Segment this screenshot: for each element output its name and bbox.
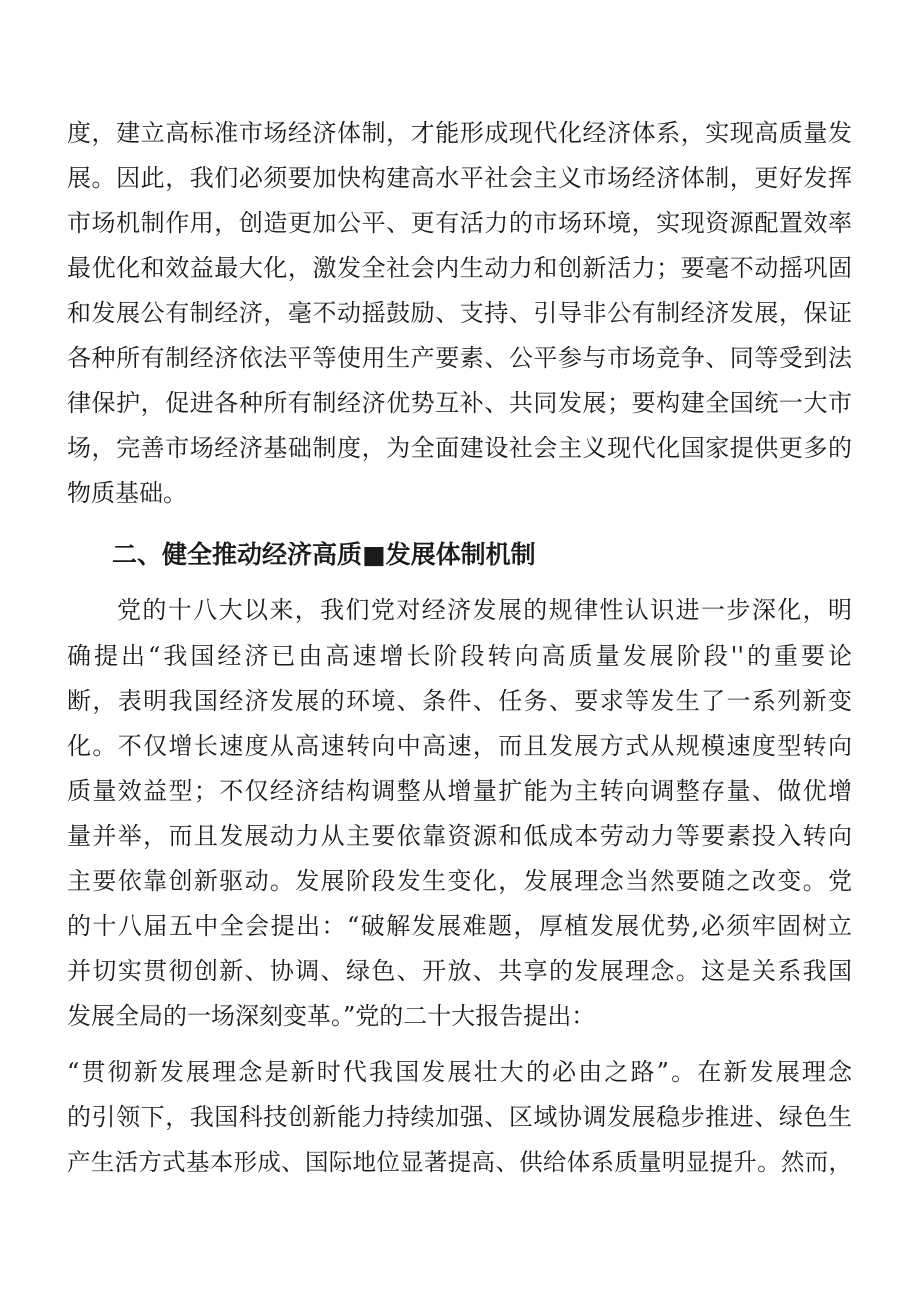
paragraph-line: 各种所有制经济依法平等使用生产要素、公平参与市场竞争、同等受到法 xyxy=(67,344,852,372)
paragraph-line: 的十八届五中全会提出：“破解发展难题，厚植发展优势,必须牢固树立 xyxy=(67,912,852,940)
section-heading: 二、健全推动经济高质■发展体制机制 xyxy=(112,540,536,569)
paragraph-line: 并切实贯彻创新、协调、绿色、开放、共享的发展理念。这是关系我国 xyxy=(67,957,852,985)
paragraph-line: 质量效益型；不仅经济结构调整从增量扩能为主转向调整存量、做优增 xyxy=(67,777,852,805)
paragraph-line: 发展全局的一场深刻变革。”党的二十大报告提出： xyxy=(67,1002,596,1030)
paragraph-line: 产生活方式基本形成、国际地位显著提高、供给体系质量明显提升。然而， xyxy=(67,1148,852,1176)
paragraph-line: 度，建立高标准市场经济体制，才能形成现代化经济体系，实现高质量发 xyxy=(67,119,852,147)
paragraph-line: 断，表明我国经济发展的环境、条件、任务、要求等发生了一系列新变 xyxy=(67,687,852,715)
paragraph-line: 物质基础。 xyxy=(67,479,187,507)
paragraph-line: 展。因此，我们必须要加快构建高水平社会主义市场经济体制，更好发挥 xyxy=(67,164,852,192)
paragraph-line: “贯彻新发展理念是新时代我国发展壮大的必由之路”。在新发展理念 xyxy=(67,1058,852,1086)
paragraph-line: 量并举，而且发展动力从主要依靠资源和低成本劳动力等要素投入转向 xyxy=(67,822,852,850)
paragraph-line: 场，完善市场经济基础制度，为全面建设社会主义现代化国家提供更多的 xyxy=(67,434,852,462)
paragraph-line: 化。不仅增长速度从高速转向中高速，而且发展方式从规模速度型转向 xyxy=(67,732,852,760)
paragraph-line: 和发展公有制经济，毫不动摇鼓励、支持、引导非公有制经济发展，保证 xyxy=(67,299,852,327)
paragraph-line: 的引领下，我国科技创新能力持续加强、区域协调发展稳步推进、绿色生 xyxy=(67,1103,852,1131)
paragraph-line: 市场机制作用，创造更加公平、更有活力的市场环境，实现资源配置效率 xyxy=(67,209,852,237)
paragraph-line: 确提出“我国经济已由高速增长阶段转向高质量发展阶段''的重要论 xyxy=(67,642,852,670)
paragraph-line: 党的十八大以来，我们党对经济发展的规律性认识进一步深化，明 xyxy=(117,596,852,624)
paragraph-line: 最优化和效益最大化，激发全社会内生动力和创新活力；要毫不动摇巩固 xyxy=(67,254,852,282)
paragraph-line: 律保护，促进各种所有制经济优势互补、共同发展；要构建全国统一大市 xyxy=(67,389,852,417)
paragraph-line: 主要依靠创新驱动。发展阶段发生变化，发展理念当然要随之改变。党 xyxy=(67,867,852,895)
